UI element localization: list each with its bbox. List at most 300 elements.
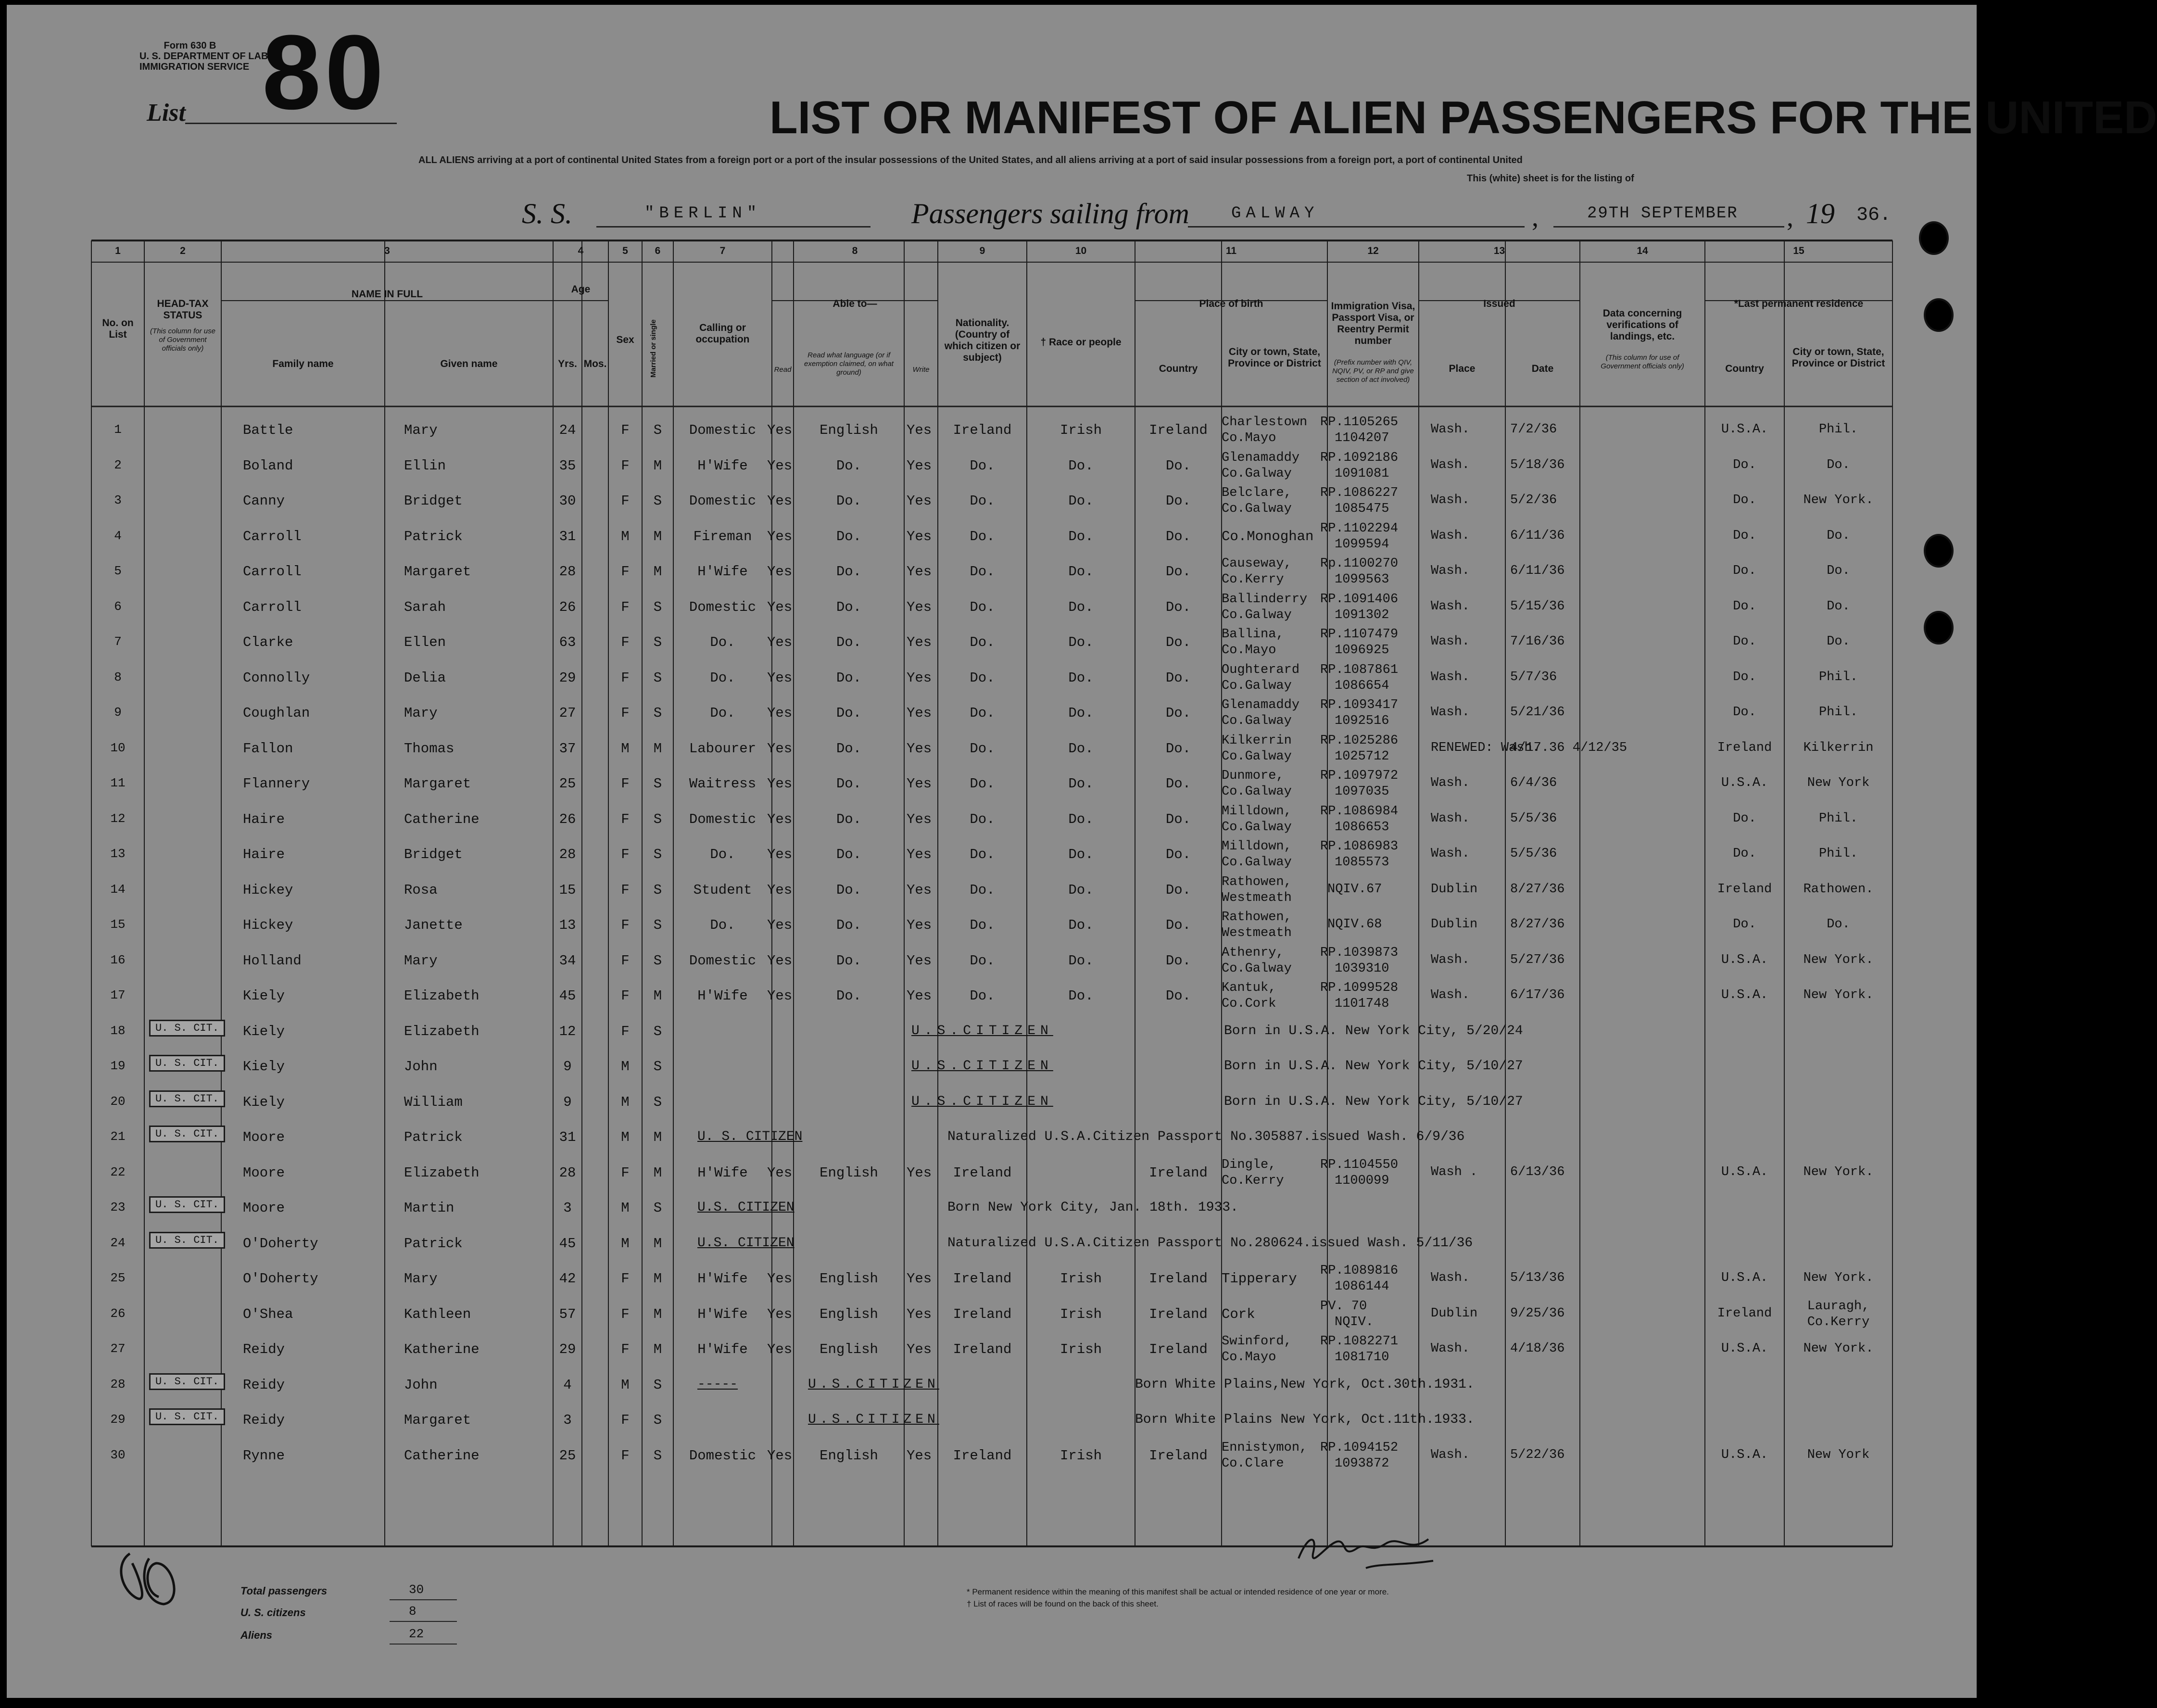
given-name: Kathleen	[404, 1306, 471, 1322]
read-language: Do.	[836, 847, 862, 862]
issued-place: Wash.	[1431, 847, 1470, 861]
sex: F	[621, 422, 630, 438]
row-number: 9	[114, 705, 122, 720]
residence-city: New York.	[1803, 1164, 1874, 1179]
issued-date: 5/18/36	[1510, 457, 1565, 472]
residence-city: New York.	[1803, 1341, 1874, 1356]
marital-status: S	[653, 1447, 662, 1464]
can-read: Yes	[767, 670, 793, 686]
given-name: John	[404, 1377, 438, 1393]
can-read: Yes	[767, 952, 793, 969]
sex: F	[621, 882, 630, 898]
header-read-language: Read what language (or if exemption claimed, on what ground)	[804, 351, 894, 377]
issued-date: 7/2/36	[1510, 422, 1557, 437]
birth-city: Kantuk,	[1222, 981, 1276, 995]
header-res-country: Country	[1725, 363, 1764, 374]
nationality: Do.	[970, 917, 995, 933]
header-issued-place: Place	[1449, 363, 1476, 374]
age-years: 25	[559, 1447, 576, 1464]
birth-country: Do.	[1165, 988, 1191, 1004]
read-language: English	[820, 1306, 878, 1322]
read-language: Do.	[836, 564, 862, 580]
header-age: Age	[571, 284, 591, 295]
race: Do.	[1068, 811, 1094, 827]
calling: Do.	[710, 634, 735, 650]
issued-date: 5/5/36	[1510, 811, 1557, 826]
family-name: Hickey	[243, 882, 293, 898]
visa-number: RP.1086227	[1320, 486, 1399, 500]
visa-number: RP.1082271	[1320, 1334, 1399, 1349]
visa-number: RP.1097972	[1320, 769, 1399, 783]
read-language: Do.	[836, 670, 862, 686]
us-citizen-stamp: U.S.CITIZEN	[911, 1023, 1053, 1038]
visa-number-secondary: 1104207	[1335, 431, 1389, 445]
given-name: Elizabeth	[404, 1023, 479, 1039]
birth-county: Co.Galway	[1222, 502, 1292, 516]
totals-underline	[390, 1621, 457, 1622]
residence-city: Do.	[1827, 564, 1850, 578]
age-years: 15	[559, 882, 576, 898]
can-write: Yes	[907, 988, 932, 1004]
can-write: Yes	[907, 634, 932, 650]
birth-county: Co.Mayo	[1222, 1350, 1276, 1365]
nationality: Do.	[970, 988, 995, 1004]
birth-note: Born in U.S.A. New York City, 5/20/24	[1224, 1023, 1523, 1038]
can-read: Yes	[767, 634, 793, 650]
visa-number-secondary: 1086654	[1335, 678, 1389, 693]
issued-place: Wash.	[1431, 528, 1470, 543]
row-number: 19	[110, 1059, 126, 1073]
total-passengers-label: Total passengers	[240, 1585, 328, 1597]
header-head-tax: HEAD-TAX STATUS	[157, 298, 209, 321]
us-citizen-stamp: U.S.CITIZEN	[911, 1059, 1053, 1074]
age-years: 13	[559, 917, 576, 933]
residence-country: Do.	[1733, 670, 1756, 684]
birth-note: Born White Plains,New York, Oct.30th.1931.	[1135, 1377, 1475, 1392]
family-name: O'Doherty	[243, 1271, 318, 1287]
header-sex: Sex	[616, 334, 634, 345]
age-years: 42	[559, 1271, 576, 1287]
issued-place: Wash.	[1431, 776, 1470, 790]
sex: F	[621, 1164, 630, 1181]
can-read: Yes	[767, 740, 793, 757]
visa-number: RP.1102294	[1320, 521, 1399, 536]
marital-status: S	[653, 634, 662, 650]
sex: F	[621, 705, 630, 721]
residence-city: Phil.	[1818, 705, 1858, 720]
issued-place: Wash.	[1431, 422, 1470, 437]
row-number: 1	[114, 422, 122, 437]
residence-city: Rathowen.	[1803, 882, 1874, 897]
marital-status: S	[653, 493, 662, 509]
inspector-signature	[1289, 1515, 1443, 1578]
visa-number: RP.1093417	[1320, 698, 1399, 712]
birth-country: Do.	[1165, 634, 1191, 650]
visa-number-secondary: 1085573	[1335, 855, 1389, 870]
family-name: Fallon	[243, 740, 293, 757]
column-number: 12	[1367, 245, 1379, 256]
visa-number: RP.1039873	[1320, 945, 1399, 960]
nationality: Do.	[970, 564, 995, 580]
header-res-city: City or town, State, Province or District	[1791, 346, 1885, 369]
comma: ,	[1532, 202, 1539, 232]
birth-county: Co.Galway	[1222, 820, 1292, 835]
family-name: Reidy	[243, 1412, 285, 1428]
marital-status: S	[653, 847, 662, 862]
column-number: 2	[180, 245, 186, 256]
residence-country: Do.	[1733, 811, 1756, 826]
can-write: Yes	[907, 493, 932, 509]
issued-place: RENEWED: Wash.	[1431, 740, 1540, 755]
nationality: Do.	[970, 493, 995, 509]
sex: F	[621, 988, 630, 1004]
birth-city: Tipperary	[1222, 1271, 1297, 1287]
head-tax-us-citizen-stamp: U. S. CIT.	[149, 1020, 225, 1037]
can-write: Yes	[907, 528, 932, 544]
birth-county: Co.Galway	[1222, 466, 1292, 481]
birth-county: Co.Galway	[1222, 714, 1292, 728]
calling: H'Wife	[697, 988, 748, 1004]
sex: M	[621, 740, 630, 757]
birth-city: Co.Monoghan	[1222, 528, 1314, 544]
sailing-label: Passengers sailing from	[911, 198, 1189, 229]
calling: H'Wife	[697, 457, 748, 474]
row-number: 28	[110, 1377, 126, 1392]
can-write: Yes	[907, 457, 932, 474]
birth-country: Do.	[1165, 740, 1191, 757]
aliens-value: 22	[409, 1627, 424, 1641]
birth-county: Co.Galway	[1222, 607, 1292, 622]
can-read: Yes	[767, 564, 793, 580]
calling: H'Wife	[697, 1306, 748, 1322]
calling: Domestic	[689, 952, 757, 969]
issued-place: Wash.	[1431, 705, 1470, 720]
visa-number: RP.1025286	[1320, 733, 1399, 748]
sex: F	[621, 1306, 630, 1322]
can-read: Yes	[767, 1447, 793, 1464]
residence-country: Ireland	[1717, 1306, 1772, 1321]
issued-date: 5/15/36	[1510, 599, 1565, 614]
birth-city: Causeway,	[1222, 557, 1292, 571]
given-name: Margaret	[404, 1412, 471, 1428]
age-years: 28	[559, 847, 576, 862]
visa-number-secondary: 1086653	[1335, 820, 1389, 835]
issued-place: Wash.	[1431, 952, 1470, 967]
birth-county: Co.Galway	[1222, 678, 1292, 693]
marital-status: M	[653, 740, 662, 757]
header-name-in-full: NAME IN FULL	[351, 289, 423, 300]
family-name: Reidy	[243, 1341, 285, 1357]
us-citizen-stamp: U.S.CITIZEN	[911, 1094, 1053, 1109]
header-able-to: Able to—	[833, 298, 877, 309]
read-language: Do.	[836, 882, 862, 898]
issued-date: 5/27/36	[1510, 952, 1565, 967]
race: Do.	[1068, 988, 1094, 1004]
residence-country: U.S.A.	[1721, 422, 1768, 437]
us-citizen-stamp: U.S.CITIZEN	[808, 1412, 939, 1427]
visa-number: PV. 70	[1320, 1299, 1367, 1314]
family-name: Kiely	[243, 1094, 285, 1110]
residence-city: Do.	[1827, 599, 1850, 614]
visa-number: RP.1086983	[1320, 839, 1399, 854]
calling: Domestic	[689, 422, 757, 438]
marital-status: M	[653, 1164, 662, 1181]
column-number: 11	[1225, 245, 1237, 256]
row-number: 3	[114, 493, 122, 507]
age-years: 4	[563, 1377, 572, 1393]
column-number: 15	[1793, 245, 1804, 256]
visa-number: RP.1087861	[1320, 662, 1399, 677]
birth-note: Born in U.S.A. New York City, 5/10/27	[1224, 1094, 1523, 1109]
marital-status: S	[653, 776, 662, 792]
given-name: Ellin	[404, 457, 446, 474]
read-language: English	[820, 1271, 878, 1287]
header-issued-date: Date	[1531, 363, 1554, 374]
can-read: Yes	[767, 1271, 793, 1287]
nationality: Do.	[970, 811, 995, 827]
birth-county: Co.Galway	[1222, 749, 1292, 764]
read-language: Do.	[836, 599, 862, 615]
header-head-tax-note: (This column for use of Government officials only)	[150, 327, 215, 353]
calling: Do.	[710, 917, 735, 933]
calling: Student	[693, 882, 752, 898]
age-years: 57	[559, 1306, 576, 1322]
row-number: 24	[110, 1235, 126, 1250]
race: Irish	[1060, 1306, 1102, 1322]
column-number: 10	[1075, 245, 1087, 256]
birth-city: Milldown,	[1222, 804, 1292, 819]
birth-city: Athenry,	[1222, 945, 1284, 960]
issued-date: 5/21/36	[1510, 705, 1565, 720]
given-name: Catherine	[404, 1447, 479, 1464]
sex: F	[621, 493, 630, 509]
row-number: 12	[110, 811, 126, 826]
marital-status: S	[653, 917, 662, 933]
marital-status: M	[653, 1306, 662, 1322]
can-write: Yes	[907, 847, 932, 862]
can-write: Yes	[907, 422, 932, 438]
handwritten-list-number-mark	[111, 1544, 188, 1616]
residence-city: Do.	[1827, 528, 1850, 543]
issued-place: Dublin	[1431, 1306, 1478, 1321]
family-name: O'Shea	[243, 1306, 293, 1322]
us-citizen-stamp: U.S.CITIZEN	[808, 1377, 939, 1392]
visa-number: NQIV.67	[1327, 882, 1382, 897]
given-name: Elizabeth	[404, 1164, 479, 1181]
birth-county: Co.Kerry	[1222, 1173, 1284, 1188]
year-suffix: 36.	[1856, 204, 1892, 226]
residence-country: U.S.A.	[1721, 988, 1768, 1002]
race: Do.	[1068, 670, 1094, 686]
visa-number-secondary: 1086144	[1335, 1279, 1389, 1294]
read-language: Do.	[836, 811, 862, 827]
can-write: Yes	[907, 599, 932, 615]
family-name: Holland	[243, 952, 302, 969]
form-number: Form 630 B	[164, 40, 216, 51]
age-years: 27	[559, 705, 576, 721]
nationality: Do.	[970, 599, 995, 615]
issued-date: 6/13/36	[1510, 1164, 1565, 1179]
residence-city: New York.	[1803, 493, 1874, 507]
read-language: English	[820, 1447, 878, 1464]
ss-label: S. S.	[522, 198, 572, 229]
birth-country: Ireland	[1149, 1271, 1208, 1287]
visa-number: RP.1086984	[1320, 804, 1399, 819]
ship-name: "BERLIN"	[644, 204, 762, 223]
family-name: Clarke	[243, 634, 293, 650]
marital-status: M	[653, 988, 662, 1004]
subtitle-line-1: ALL ALIENS arriving at a port of continental United States from a foreign port or a port of the insular possessions of the United States, and all aliens arriving at a port of said insular possessions from a foreign port, a port of continental United	[418, 155, 1523, 165]
marital-status: S	[653, 1094, 662, 1110]
birth-country: Do.	[1165, 952, 1191, 969]
sailing-date: 29TH SEPTEMBER	[1587, 204, 1738, 223]
residence-city: Lauragh,	[1807, 1299, 1870, 1314]
us-citizens-label: U. S. citizens	[240, 1607, 306, 1619]
age-years: 28	[559, 564, 576, 580]
family-name: Reidy	[243, 1377, 285, 1393]
marital-status: S	[653, 705, 662, 721]
issued-place: Wash.	[1431, 457, 1470, 472]
age-years: 31	[559, 1129, 576, 1145]
sex: F	[621, 1447, 630, 1464]
citizenship-note: Born New York City, Jan. 18th. 1933.	[947, 1200, 1238, 1215]
age-years: 24	[559, 422, 576, 438]
row-number: 21	[110, 1129, 126, 1144]
sex: M	[621, 1377, 630, 1393]
birth-city: Swinford,	[1222, 1334, 1292, 1349]
sex: F	[621, 847, 630, 862]
birth-city: Charlestown	[1222, 415, 1308, 430]
us-citizen-occupation-note: U.S. CITIZEN	[697, 1200, 795, 1215]
race: Do.	[1068, 457, 1094, 474]
can-read: Yes	[767, 882, 793, 898]
read-language: Do.	[836, 457, 862, 474]
row-number: 22	[110, 1164, 126, 1179]
read-language: Do.	[836, 917, 862, 933]
row-number: 30	[110, 1447, 126, 1462]
age-years: 29	[559, 1341, 576, 1357]
residence-country: U.S.A.	[1721, 952, 1768, 967]
age-years: 3	[563, 1200, 572, 1216]
given-name: Katherine	[404, 1341, 479, 1357]
issued-date: 6/4/36	[1510, 776, 1557, 790]
row-number: 20	[110, 1094, 126, 1109]
residence-country: Do.	[1733, 564, 1756, 578]
issued-date: 5/13/36	[1510, 1271, 1565, 1285]
marital-status: S	[653, 599, 662, 615]
row-number: 11	[110, 776, 126, 790]
issued-place: Dublin	[1431, 917, 1478, 932]
read-language: Do.	[836, 952, 862, 969]
issued-date: 4/17.36 4/12/35	[1510, 740, 1627, 755]
read-language: Do.	[836, 634, 862, 650]
residence-city: Do.	[1827, 634, 1850, 649]
header-visa-note: (Prefix number with QIV, NQIV, PV, or RP and give section of act involved)	[1332, 358, 1414, 384]
birth-city: Dunmore,	[1222, 769, 1284, 783]
family-name: Flannery	[243, 776, 310, 792]
birth-county: Co.Mayo	[1222, 643, 1276, 658]
can-write: Yes	[907, 1164, 932, 1181]
birth-city: Glenamaddy	[1222, 698, 1300, 712]
row-number: 23	[110, 1200, 126, 1215]
sex: M	[621, 1200, 630, 1216]
birth-country: Ireland	[1149, 422, 1208, 438]
can-read: Yes	[767, 528, 793, 544]
given-name: Patrick	[404, 1235, 463, 1252]
marital-status: M	[653, 1271, 662, 1287]
header-race: † Race or people	[1040, 337, 1122, 348]
issued-date: 7/16/36	[1510, 634, 1565, 649]
race: Do.	[1068, 917, 1094, 933]
residence-country: Do.	[1733, 917, 1756, 932]
given-name: Patrick	[404, 1129, 463, 1145]
residence-country: U.S.A.	[1721, 1341, 1768, 1356]
issued-date: 6/11/36	[1510, 528, 1565, 543]
birth-city: Cork	[1222, 1306, 1255, 1322]
birth-county: Co.Cork	[1222, 997, 1276, 1011]
header-calling: Calling or occupation	[695, 322, 750, 345]
age-years: 9	[563, 1059, 572, 1075]
header-read: Read	[774, 366, 792, 374]
list-label: List	[147, 99, 186, 127]
calling: Fireman	[693, 528, 752, 544]
visa-number: Rp.1100270	[1320, 557, 1399, 571]
totals-underline	[390, 1599, 457, 1600]
nationality: Do.	[970, 634, 995, 650]
list-number: 80	[262, 13, 388, 131]
residence-country: Do.	[1733, 847, 1756, 861]
read-language: English	[820, 1164, 878, 1181]
row-number: 17	[110, 988, 126, 1002]
visa-number-secondary: 1099594	[1335, 537, 1389, 552]
residence-country: Do.	[1733, 634, 1756, 649]
residence-country: U.S.A.	[1721, 776, 1768, 790]
family-name: Connolly	[243, 670, 310, 686]
race: Irish	[1060, 1341, 1102, 1357]
family-name: Moore	[243, 1200, 285, 1216]
birth-country: Do.	[1165, 776, 1191, 792]
nationality: Do.	[970, 528, 995, 544]
binder-hole	[1924, 534, 1954, 568]
birth-country: Do.	[1165, 811, 1191, 827]
can-read: Yes	[767, 847, 793, 862]
can-write: Yes	[907, 776, 932, 792]
can-read: Yes	[767, 1306, 793, 1322]
visa-number-secondary: 1097035	[1335, 784, 1389, 799]
calling: Domestic	[689, 1447, 757, 1464]
sex: M	[621, 1129, 630, 1145]
column-number: 1	[115, 245, 121, 256]
issued-date: 8/27/36	[1510, 917, 1565, 932]
head-tax-us-citizen-stamp: U. S. CIT.	[149, 1090, 225, 1107]
residence-city: Phil.	[1818, 811, 1858, 826]
marital-status: S	[653, 1200, 662, 1216]
issued-place: Wash.	[1431, 634, 1470, 649]
age-years: 26	[559, 811, 576, 827]
residence-city: New York	[1807, 776, 1870, 790]
year-prefix: 19	[1806, 198, 1835, 229]
column-number: 7	[719, 245, 726, 256]
birth-country: Do.	[1165, 493, 1191, 509]
given-name: Ellen	[404, 634, 446, 650]
sex: F	[621, 599, 630, 615]
read-language: Do.	[836, 493, 862, 509]
family-name: Kiely	[243, 1023, 285, 1039]
visa-number-secondary: 1081710	[1335, 1350, 1389, 1365]
visa-number-secondary: 1091302	[1335, 607, 1389, 622]
family-name: O'Doherty	[243, 1235, 318, 1252]
column-number: 9	[979, 245, 985, 256]
